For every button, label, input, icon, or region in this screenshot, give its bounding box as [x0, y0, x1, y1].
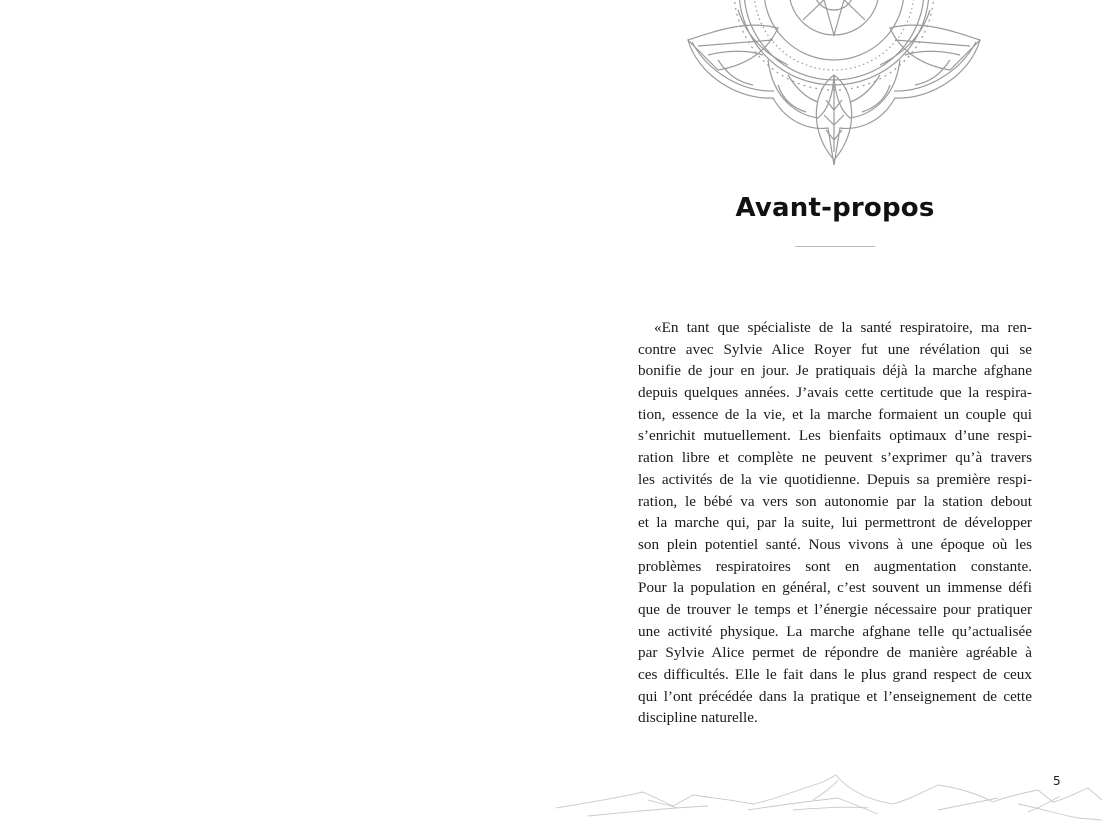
text-line: bonifie de jour en jour. Je pratiquais déjà la marche afghane: [638, 362, 1032, 380]
text-line: Pour la population en général, c’est souvent un immense défi: [638, 579, 1032, 597]
chapter-title: Avant-propos: [735, 193, 935, 223]
text-line: «En tant que spécialiste de la santé respiratoire, ma ren-: [654, 319, 1032, 336]
foreword-paragraph: [638, 317, 1032, 729]
text-line: problèmes respiratoires sont en augmentation constante.: [638, 557, 1032, 575]
mountain-range-icon: [548, 770, 1102, 826]
mandala-ornament-icon: [678, 0, 990, 170]
text-line: une activité physique. La marche afghane telle qu’actualisée: [638, 622, 1032, 640]
text-line: ration libre et complète ne peuvent s’exprimer qu’à travers: [638, 449, 1032, 467]
text-line: ces difficultés. Elle le fait dans le plus grand respect de ceux: [638, 666, 1032, 683]
text-line: contre avec Sylvie Alice Royer fut une révélation qui se: [638, 340, 1032, 358]
title-divider: [795, 246, 875, 247]
page-number: 5: [1053, 774, 1061, 788]
text-line: discipline naturelle.: [638, 709, 758, 727]
text-line: les activités de la vie quotidienne. Depuis sa première respi-: [638, 470, 1032, 488]
text-line: par Sylvie Alice permet de répondre de manière agréable à: [638, 644, 1032, 662]
text-line: s’enrichit mutuellement. Les bienfaits optimaux d’une respi-: [638, 427, 1032, 445]
text-line: ration, le bébé va vers son autonomie par la station debout: [638, 492, 1032, 510]
text-line: depuis quelques années. J’avais cette certitude que la respira-: [638, 384, 1032, 402]
text-line: son plein potentiel santé. Nous vivons à une époque où les: [638, 535, 1032, 553]
text-line: qui l’ont précédée dans la pratique et l’enseignement de cette: [638, 687, 1032, 705]
text-line: que de trouver le temps et l’énergie nécessaire pour pratiquer: [638, 600, 1032, 618]
text-line: tion, essence de la vie, et la marche formaient un couple qui: [638, 405, 1032, 423]
text-line: et la marche qui, par la suite, lui permettront de développer: [638, 514, 1032, 532]
